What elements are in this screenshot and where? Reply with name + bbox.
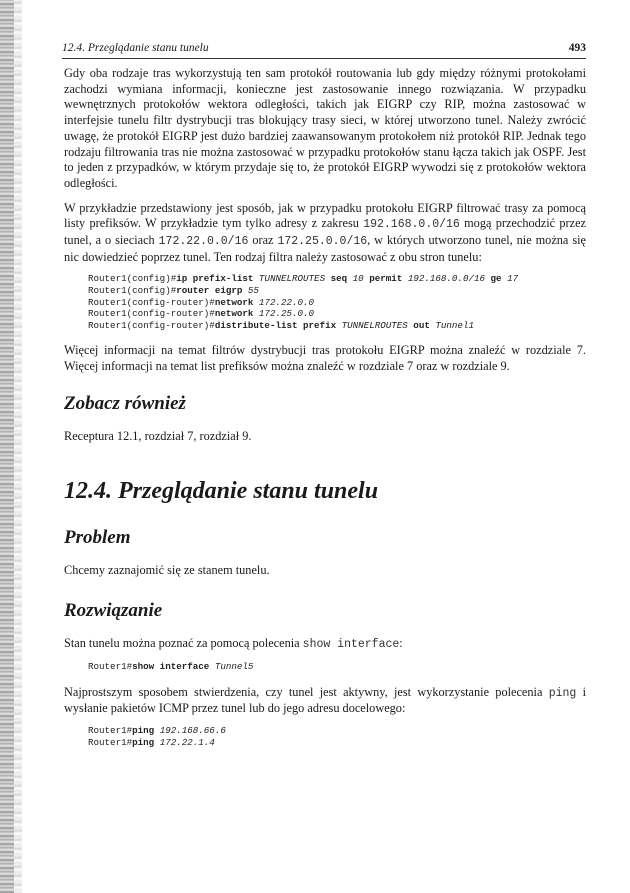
code-line: Router1(config-router)#distribute-list prefix TUNNELROUTES out Tunnel1 xyxy=(88,319,474,331)
code-line: Router1#show interface Tunnel5 xyxy=(88,660,254,672)
problem-text: Chcemy zaznajomić się ze stanem tunelu. xyxy=(64,562,270,577)
code-line: Router1#ping 172.22.1.4 xyxy=(88,736,215,748)
intro-paragraph-2: W przykładzie przedstawiony jest sposób, jak w przypadku protokołu EIGRP filtrować trasy za pomocą listy prefiksów. W przykładzie tym tylko adresy z zakresu 192.168.0.0/16 mogą przechodzić przez tunel, a o sieciach 172.22.0.0/16 oraz 172.25.0.0/16, w których utworzono tunel, nie można się nic dowiedzieć poprzez tunel. Ten rodzaj filtra należy zastosować z obu stron tunelu: xyxy=(64,200,587,264)
header-section-title: 12.4. Przeglądanie stanu tunelu xyxy=(62,42,209,54)
solution-heading: Rozwiązanie xyxy=(64,600,163,622)
code-line: Router1#ping 192.168.66.6 xyxy=(88,724,226,736)
book-binding-edge xyxy=(0,0,14,893)
see-also-text: Receptura 12.1, rozdział 7, rozdział 9. xyxy=(64,428,252,443)
page-number: 493 xyxy=(568,42,586,54)
address-range-1: 192.168.0.0/16 xyxy=(363,218,460,232)
intro-paragraph-1: Gdy oba rodzaje tras wykorzystują ten sam protokół routowania lub gdy między różnymi protokołami zachodzi wymiana informacji, konieczne jest zastosowanie innego rozwiązania. W przypadku wewnętrznych protokołów wektora odległości, takich jak EIGRP czy RIP, można zastosować w interfejsie tunelu filtr dystrybucji tras blokujący trasy sieci, w której utworzono tunel. Należy zwrócić uwagę, że protokół EIGRP jest dużo bardziej zaawansowanym protokołem niż protokół RIP. Jednak tego rodzaju filtrowania tras nie można zastosować w przypadku protokołów stanu łącza takich jak OSPF. Jest to jeden z przypadków, w którym przydaje się to, że protokół EIGRP wywodzi się z protokołów wektora odległości. xyxy=(64,66,586,190)
see-also-heading: Zobacz również xyxy=(64,392,186,414)
after-code-paragraph: Więcej informacji na temat filtrów dystrybucji tras protokołu EIGRP można znaleźć w rozdziale 7. Więcej informacji na temat list prefiksów można znaleźć w rozdziale 7 oraz w rozdziale 9. xyxy=(64,343,586,374)
header-rule xyxy=(62,58,586,59)
chapter-heading: 12.4. Przeglądanie stanu tunelu xyxy=(64,477,379,504)
code-line: Router1(config-router)#network 172.22.0.0 xyxy=(88,296,315,308)
code-line: Router1(config)#ip prefix-list TUNNELROUTES seq 10 permit 192.168.0.0/16 ge 17 xyxy=(88,273,519,285)
code-block-show-interface xyxy=(88,661,586,673)
page-body xyxy=(64,66,586,748)
book-binding-shadow xyxy=(14,0,22,893)
solution-paragraph-1: Stan tunelu można poznać za pomocą polecenia show interface: xyxy=(64,636,403,652)
code-line: Router1(config-router)#network 172.25.0.0 xyxy=(88,308,315,320)
inline-command-ping: ping xyxy=(548,686,577,700)
code-line: Router1(config)#router eigrp 55 xyxy=(88,285,259,297)
solution-paragraph-2: Najprostszym sposobem stwierdzenia, czy tunel jest aktywny, jest wykorzystanie polecenia ping i wysłanie pakietów ICMP przez tunel lub do jego adresu docelowego: xyxy=(64,684,586,716)
address-range-2: 172.22.0.0/16 xyxy=(158,235,249,249)
code-block-ping xyxy=(88,725,586,748)
code-block-eigrp-filter xyxy=(88,273,586,331)
inline-command-show-interface: show interface xyxy=(302,638,400,652)
running-header xyxy=(62,42,586,58)
problem-heading: Problem xyxy=(64,526,131,548)
address-range-3: 172.25.0.0/16 xyxy=(277,235,368,249)
